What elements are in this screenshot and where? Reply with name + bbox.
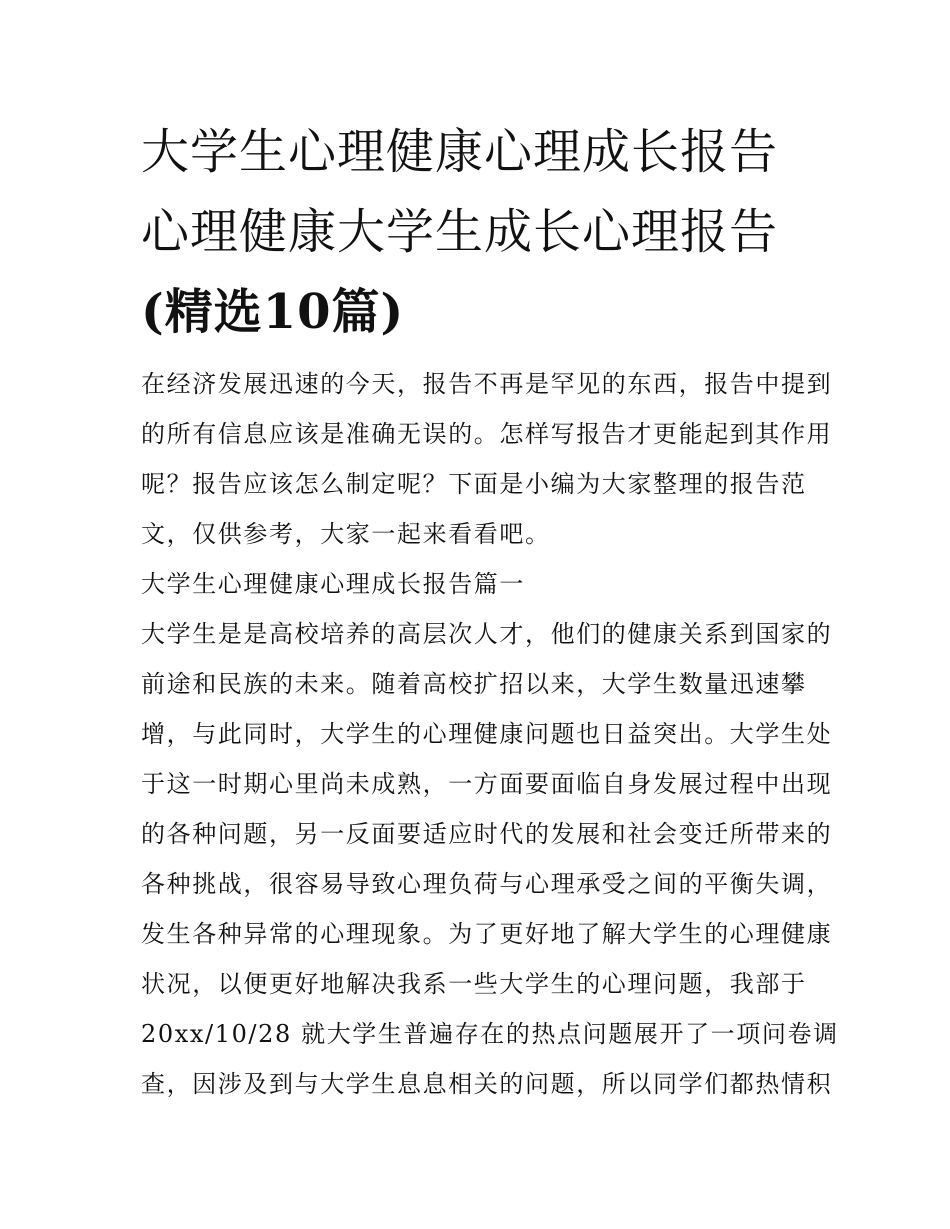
title-line-3: (精选10篇) (141, 284, 405, 340)
body-paragraph (141, 609, 839, 1109)
body-line: 20xx/10/28 就大学生普遍存在的热点问题展开了一项问卷调 (141, 1020, 839, 1048)
body-line: 前途和民族的未来。随着高校扩招以来，大学生数量迅速攀 (141, 670, 807, 698)
intro-line: 呢？报告应该怎么制定呢？下面是小编为大家整理的报告范 (141, 470, 807, 498)
intro-line: 在经济发展迅速的今天，报告不再是罕见的东西，报告中提到 (141, 370, 833, 398)
body-line: 大学生是是高校培养的高层次人才，他们的健康关系到国家的 (141, 620, 833, 648)
body-line: 查，因涉及到与大学生息息相关的问题，所以同学们都热情积 (141, 1070, 833, 1098)
intro-line: 的所有信息应该是准确无误的。怎样写报告才更能起到其作用 (141, 420, 833, 448)
body-line: 发生各种异常的心理现象。为了更好地了解大学生的心理健康 (141, 920, 833, 948)
section-heading: 大学生心理健康心理成长报告篇一 (141, 570, 525, 598)
intro-paragraph (141, 359, 833, 559)
body-line: 的各种问题，另一反面要适应时代的发展和社会变迁所带来的 (141, 820, 833, 848)
title-line-1: 大学生心理健康心理成长报告 (141, 124, 779, 180)
body-line: 增，与此同时，大学生的心理健康问题也日益突出。大学生处 (141, 720, 833, 748)
body-line: 于这一时期心里尚未成熟，一方面要面临自身发展过程中出现 (141, 770, 833, 798)
title-line-2: 心理健康大学生成长心理报告 (141, 204, 779, 260)
body-line: 状况，以便更好地解决我系一些大学生的心理问题，我部于 (141, 970, 807, 998)
intro-line: 文，仅供参考，大家一起来看看吧。 (141, 520, 551, 548)
body-line: 各种挑战，很容易导致心理负荷与心理承受之间的平衡失调， (141, 870, 833, 898)
document-content (141, 112, 839, 1109)
document-title (141, 112, 813, 352)
